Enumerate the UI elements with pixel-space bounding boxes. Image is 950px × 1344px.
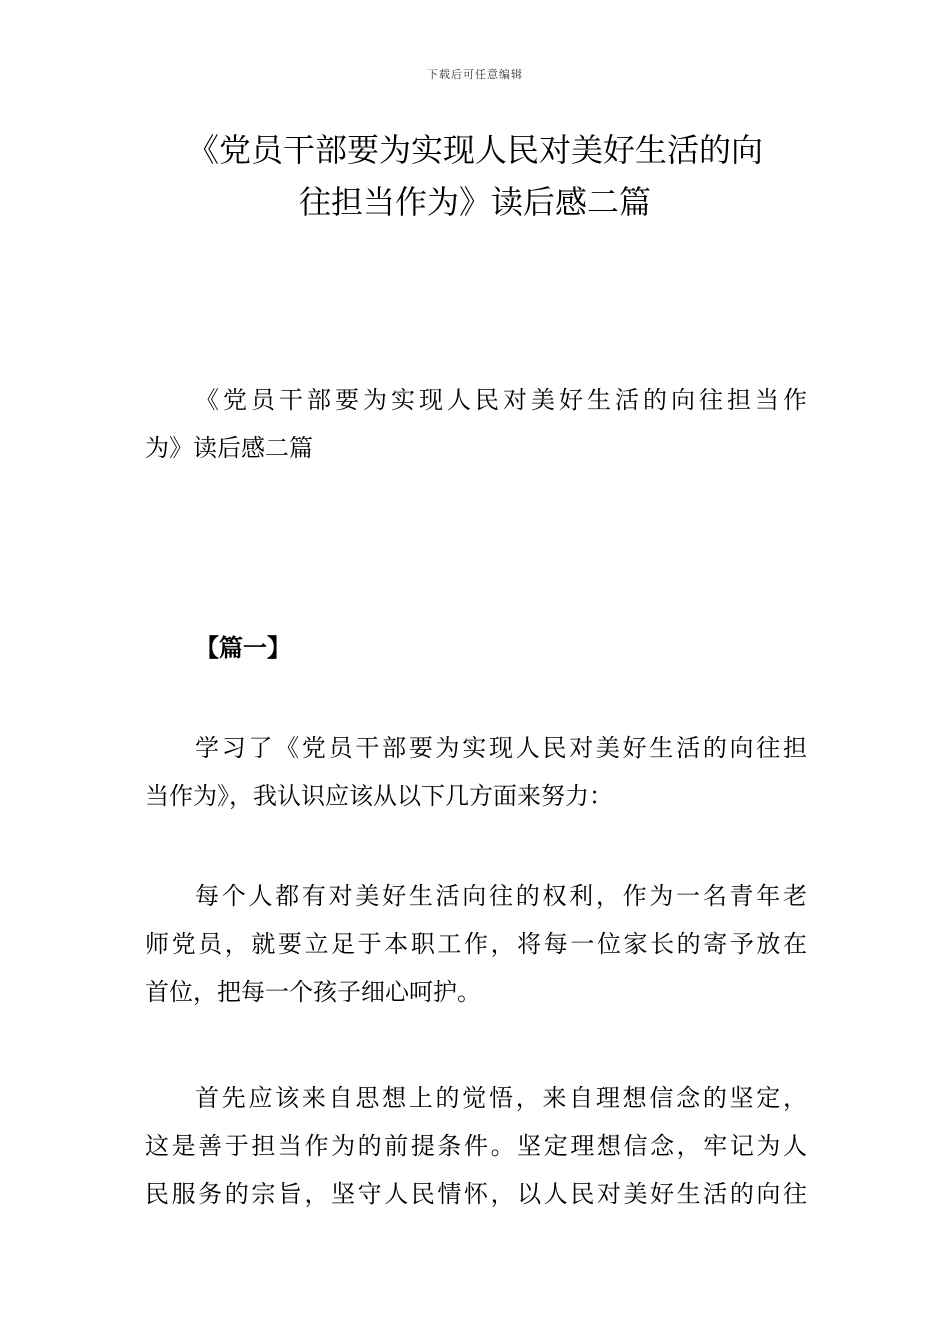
paragraph-line: 民服务的宗旨，坚守人民情怀，以人民对美好生活的向往 bbox=[145, 1180, 807, 1208]
header-note: 下载后可任意编辑 bbox=[427, 68, 523, 81]
document-title bbox=[145, 124, 805, 228]
paragraph-line: 学习了《党员干部要为实现人民对美好生活的向往担 bbox=[195, 734, 807, 762]
subtitle-line: 《党员干部要为实现人民对美好生活的向往担当作 bbox=[195, 386, 807, 414]
paragraph-3 bbox=[145, 1074, 807, 1218]
subtitle-line: 为》读后感二篇 bbox=[145, 434, 313, 462]
paragraph-1 bbox=[145, 724, 807, 820]
paragraph-2 bbox=[145, 872, 807, 1016]
paragraph-line: 这是善于担当作为的前提条件。坚定理想信念，牢记为人 bbox=[145, 1132, 807, 1160]
paragraph-line: 首先应该来自思想上的觉悟，来自理想信念的坚定， bbox=[195, 1084, 807, 1112]
paragraph-line: 当作为》，我认识应该从以下几方面来努力： bbox=[145, 782, 613, 810]
paragraph-line: 每个人都有对美好生活向往的权利，作为一名青年老 bbox=[195, 882, 807, 910]
document-subtitle bbox=[145, 376, 807, 472]
paragraph-line: 首位，把每一个孩子细心呵护。 bbox=[145, 978, 481, 1006]
section-label: 【篇一】 bbox=[195, 634, 291, 662]
paragraph-line: 师党员，就要立足于本职工作，将每一位家长的寄予放在 bbox=[145, 930, 807, 958]
document-title-line: 《党员干部要为实现人民对美好生活的向 bbox=[186, 131, 763, 169]
document-title-line: 往担当作为》读后感二篇 bbox=[298, 183, 651, 221]
